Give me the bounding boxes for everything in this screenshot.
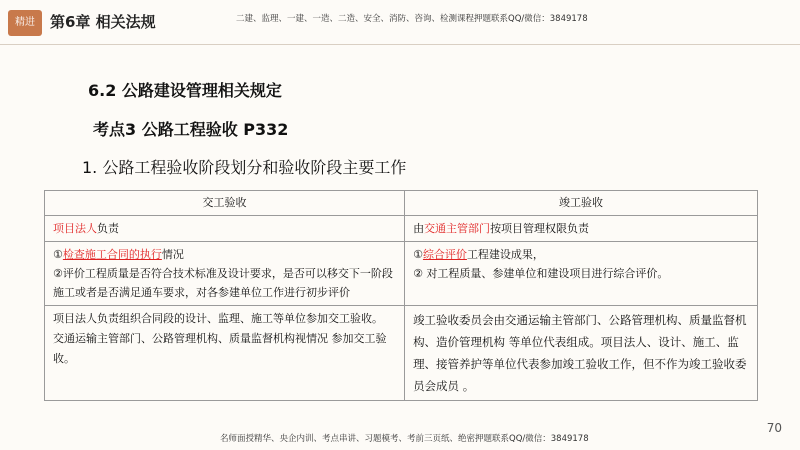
highlight-text: 检查施工合同的执行 [62, 248, 162, 261]
header-divider [0, 44, 800, 45]
cell-tasks-left [45, 242, 405, 306]
cell-participants-left [45, 306, 405, 401]
paragraph: 竣工验收委员会由交通运输主管部门、公路管理机构、质量监督机构、造价管理机构 等单位代表组成。项目法人、设计、施工、监理、接管养护等单位代表参加竣工验收工作，但不作为竣工验收委员会成员 。 [413, 313, 747, 393]
cell-participants-right [405, 306, 758, 401]
cell-text: ① [413, 248, 423, 261]
cell-text: 负责 [97, 222, 119, 235]
item-title: 1. 公路工程验收阶段划分和验收阶段主要工作 [82, 158, 407, 177]
cell-text: 工程建设成果， [466, 248, 544, 261]
table-header-row [45, 191, 758, 216]
paragraph: 交通运输主管部门、公路管理机构、质量监督机构视情况 参加交工验收。 [53, 332, 387, 365]
cell-responsible-right [405, 216, 758, 242]
section-title: 6.2 公路建设管理相关规定 [88, 81, 282, 100]
highlight-text: 项目法人 [53, 222, 97, 235]
header-handover-acceptance: 交工验收 [45, 191, 405, 216]
cell-text: 情况 [161, 248, 184, 261]
chapter-badge: 精进 [8, 10, 42, 36]
header-bar [0, 0, 800, 44]
header-promo-text: 二建、监理、一建、一造、二造、安全、消防、咨询、检测课程押题联系QQ/微信：3849178 [236, 14, 588, 24]
table-row [45, 306, 758, 401]
acceptance-table [44, 190, 758, 401]
task-line: ②评价工程质量是否符合技术标准及设计要求，是否可以移交下一阶段施工或者是否满足通车要求，对各参建单位工作进行初步评价 [53, 267, 393, 299]
paragraph: 项目法人负责组织合同段的设计、监理、施工等单位参加交工验收。 [53, 312, 383, 325]
page-number: 70 [766, 421, 782, 435]
cell-text: 由 [413, 222, 425, 235]
highlight-text: 综合评价 [422, 248, 467, 261]
cell-text: 按项目管理权限负责 [490, 222, 590, 235]
highlight-text: 交通主管部门 [424, 222, 491, 235]
task-line [53, 245, 396, 264]
footer-promo-text: 名师面授精华、央企内训、考点串讲、习题模考、考前三页纸、绝密押题联系QQ/微信：3849178 [220, 434, 589, 444]
cell-tasks-right [405, 242, 758, 306]
cell-text: ① [53, 248, 63, 261]
table-row [45, 216, 758, 242]
header-completion-acceptance: 竣工验收 [405, 191, 758, 216]
task-line [413, 245, 749, 264]
table-row [45, 242, 758, 306]
task-line: ② 对工程质量、参建单位和建设项目进行综合评价。 [413, 267, 669, 280]
subsection-title: 考点3 公路工程验收 P332 [93, 120, 289, 139]
chapter-title: 第6章 相关法规 [50, 13, 156, 31]
cell-responsible-left [45, 216, 405, 242]
